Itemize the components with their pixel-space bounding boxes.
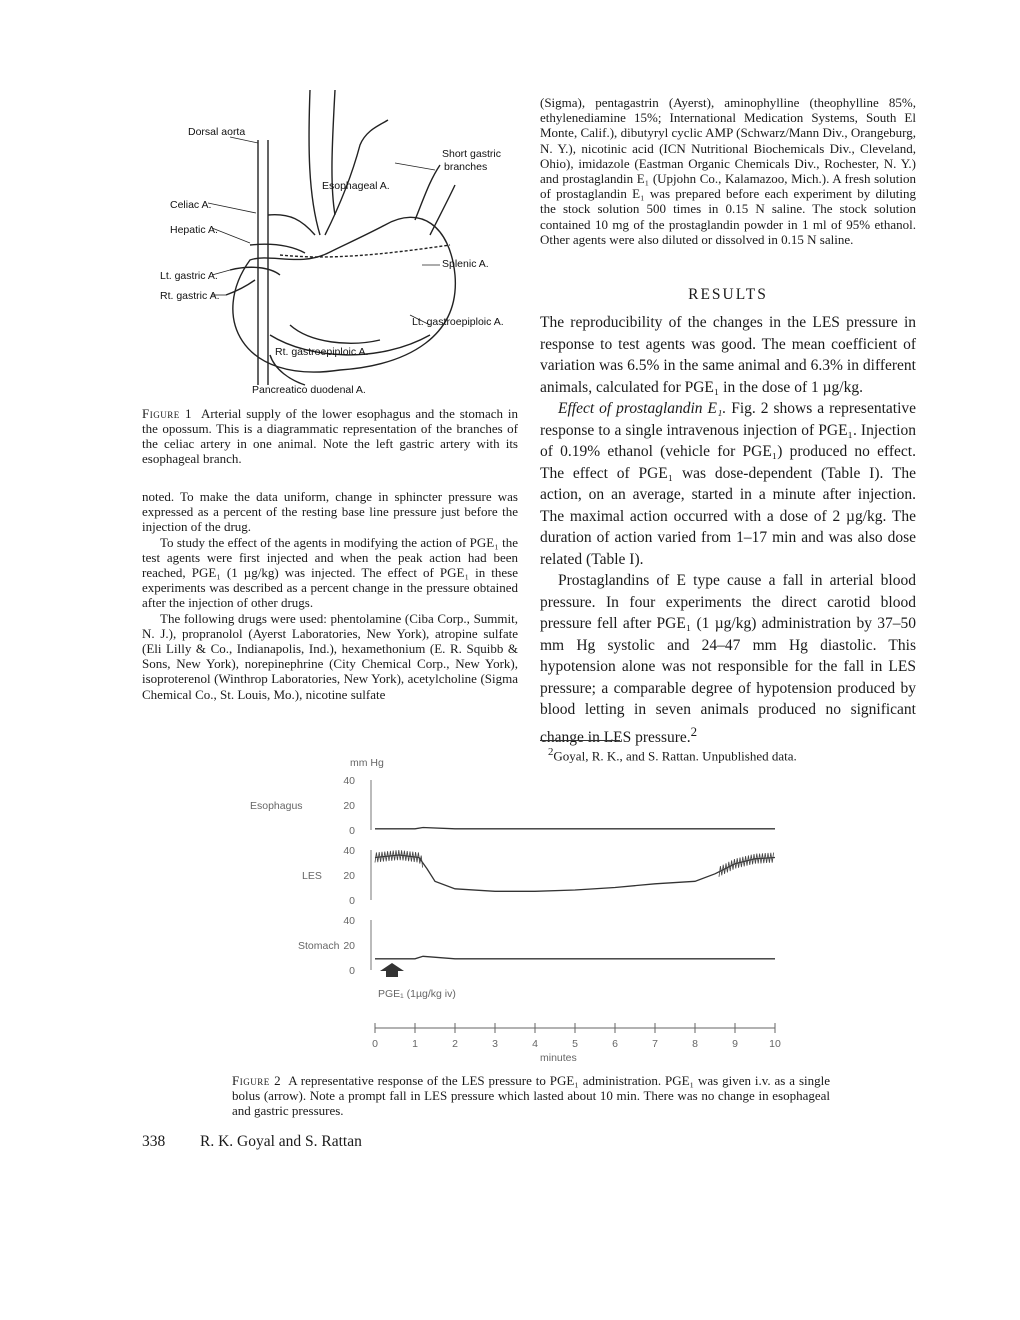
tick-les-20: 20 (343, 870, 355, 882)
right-paragraph-2-text: Fig. 2 shows a representative response to a single intravenous injection of PGE₁. Injection of 0.19% ethanol (vehicle for PGE₁) produced no effect. The effect of PGE₁ was dose-dependent (Table I). The action, on an average, started in a minute after injection. The maximal action occurred with a dose of 2 µg/kg. The duration of action varied from 1–17 min and was also dose related (Table I). (540, 400, 917, 568)
les-oscillation-late (719, 853, 774, 877)
figure-1-label: Figure 1 (142, 406, 193, 421)
tick-stomach-40: 40 (343, 915, 355, 927)
esophagus-tube (309, 90, 335, 235)
results-heading: RESULTS (688, 286, 768, 303)
time-tick-label: 4 (532, 1038, 538, 1050)
tick-les-0: 0 (349, 895, 355, 907)
tick-stomach-20: 20 (343, 940, 355, 952)
left-paragraph-3: The following drugs were used: phentolamine (Ciba Corp., Summit, N. J.), propranolol (Ayerst Laboratories, New York), atropine sulfate (Eli Lilly & Co., Indianapolis, Ind.), hexamethonium (E. R. Squibb & Sons, New York), norepinephrine (City Chemical Corp., New York), isoproterenol (Winthrop Laboratories, New York), acetylcholine (Sigma Chemical Co., St. Louis, Mo.), nicotine sulfate (142, 610, 518, 702)
time-tick-label: 0 (372, 1038, 378, 1050)
tick-stomach-0: 0 (349, 965, 355, 977)
footnote-marker: 2 (548, 746, 554, 758)
axis-stomach (298, 915, 371, 977)
label-rt-gastric: Rt. gastric A. (160, 290, 220, 302)
right-column-top (540, 95, 916, 247)
page-number: 338 (142, 1133, 166, 1150)
tick-esophagus-0: 0 (349, 825, 355, 837)
right-paragraph-3-text: Prostaglandins of E type cause a fall in arterial blood pressure. In four experiments the direct carotid blood pressure fell after PGE₁ (1 µg/kg) administration by 37–50 mm Hg systolic and 24–47 mm Hg diastolic. This hypotension alone was not responsible for the fall in LES pressure; a comparable degree of hypotension produced by blood letting in seven animals produced no significant change in LES pressure. (540, 572, 916, 746)
footnote-text: Goyal, R. K., and S. Rattan. Unpublished data. (553, 748, 797, 764)
unit-label: mm Hg (350, 757, 384, 769)
figure-2-chart (240, 755, 800, 1065)
time-tick-label: 3 (492, 1038, 498, 1050)
time-tick-label: 1 (412, 1038, 418, 1050)
dorsal-aorta-vessel (258, 140, 268, 385)
time-tick-label: 9 (732, 1038, 738, 1050)
label-rt-gastroepiploic: Rt. gastroepiploic A. (275, 346, 369, 358)
axis-esophagus (250, 775, 371, 837)
time-tick-label: 5 (572, 1038, 578, 1050)
les-trace (375, 855, 775, 891)
time-tick-label: 7 (652, 1038, 658, 1050)
running-authors: R. K. Goyal and S. Rattan (200, 1133, 362, 1150)
time-tick-label: 2 (452, 1038, 458, 1050)
label-short-gastric-1: Short gastric (442, 148, 501, 160)
trace-label-esophagus: Esophagus (250, 800, 303, 812)
label-hepatic: Hepatic A. (170, 224, 218, 236)
figure-2-caption (232, 1073, 830, 1118)
footnote-rule (540, 740, 620, 741)
label-short-gastric-2: branches (444, 161, 488, 173)
left-paragraph-2: To study the effect of the agents in modifying the action of PGE₁ the test agents were first injected and when the peak action had been reached, PGE₁ (1 µg/kg) was injected. The effect of PGE₁ in these experiments was described as a percent change in the pressure obtained after the injection of other drugs. (142, 534, 518, 611)
time-tick-label: 10 (769, 1038, 781, 1050)
time-ticks (372, 1023, 781, 1050)
les-oscillation-early (375, 850, 423, 868)
esophagus-trace (375, 828, 775, 829)
label-lt-gastroepiploic: Lt. gastroepiploic A. (412, 316, 504, 328)
label-lt-gastric: Lt. gastric A. (160, 270, 218, 282)
tick-les-40: 40 (343, 845, 355, 857)
tick-esophagus-20: 20 (343, 800, 355, 812)
label-celiac: Celiac A. (170, 199, 212, 211)
figure-1-caption-text: Arterial supply of the lower esophagus and the stomach in the opossum. This is a diagrammatic representation of the branches of the celiac artery in one animal. Note the left gastric artery with its esophageal branch. (142, 406, 518, 466)
time-tick-label: 6 (612, 1038, 618, 1050)
left-column (142, 489, 518, 702)
label-splenic: Splenic A. (442, 258, 489, 270)
trace-label-stomach: Stomach (298, 940, 340, 952)
right-paragraph-0: (Sigma), pentagastrin (Ayerst), aminophylline (theophylline 85%, ethylenediamine 15%; International Medication Systems, South El Monte, Calif.), dibutyryl cyclic AMP (Schwarz/Mann Div., Orangeburg, N. Y.), nicotinic acid (ICN Nutritional Biochemicals Div., Cleveland, Ohio), imidazole (Eastman Organic Chemicals Div., Rochester, N. Y.) and prostaglandin E₁ (Upjohn Co., Kalamazoo, Mich.). A fresh solution of prostaglandin E₁ was prepared before each experiment by diluting the stock solution 500 times in 0.15 N saline. The stock solution contained 10 mg of the prostaglandin powder in 1 ml of 95% ethanol. Other agents were also diluted or dissolved in 0.15 N saline. (540, 95, 916, 247)
injection-label: PGE₁ (1µg/kg iv) (378, 988, 456, 1000)
stomach-trace (375, 956, 775, 959)
tick-esophagus-40: 40 (343, 775, 355, 787)
footnote-ref: 2 (690, 723, 698, 739)
injection-arrow-icon (380, 963, 404, 977)
time-tick-label: 8 (692, 1038, 698, 1050)
right-paragraph-2-title: Effect of prostaglandin E₁. (558, 400, 727, 417)
figure-2-label: Figure 2 (232, 1073, 282, 1088)
trace-label-les: LES (302, 870, 322, 882)
right-column-body (540, 312, 916, 748)
figure-1-caption (142, 406, 518, 466)
label-dorsal-aorta: Dorsal aorta (188, 126, 246, 138)
right-paragraph-2 (540, 398, 916, 570)
axis-les (302, 845, 371, 907)
left-paragraph-1: noted. To make the data uniform, change in sphincter pressure was expressed as a percent of the resting base line pressure just before the injection of the drug. (142, 489, 518, 535)
time-axis-label: minutes (540, 1052, 577, 1064)
label-esophageal: Esophageal A. (322, 180, 390, 192)
right-paragraph-1: The reproducibility of the changes in the LES pressure in response to test agents was good. The mean coefficient of variation was 6.5% in the same animal and 6.3% in different animals, calculated for PGE₁ in the dose of 1 µg/kg. (540, 314, 916, 396)
right-paragraph-3 (540, 570, 916, 748)
figure-1-diagram (130, 85, 530, 403)
label-pancreatico: Pancreatico duodenal A. (252, 384, 366, 396)
figure-2-caption-text: A representative response of the LES pressure to PGE₁ administration. PGE₁ was given i.v. as a single bolus (arrow). Note a prompt fall in LES pressure which lasted about 10 min. There was no change in esophageal and gastric pressures. (232, 1073, 830, 1118)
